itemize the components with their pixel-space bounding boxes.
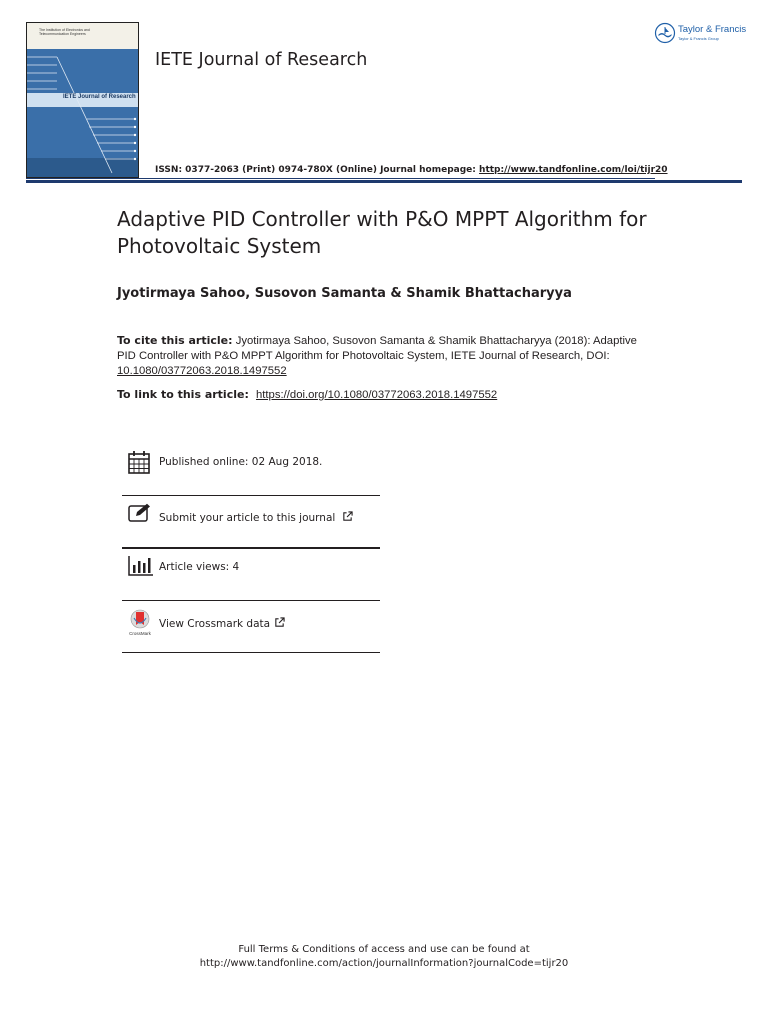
publisher-subtitle: Taylor & Francis Group — [678, 36, 719, 41]
journal-homepage-link[interactable]: http://www.tandfonline.com/loi/tijr20 — [479, 165, 668, 175]
crossmark-label: View Crossmark data — [159, 618, 271, 630]
publisher-logo — [652, 21, 747, 47]
published-online-text: Published online: 02 Aug 2018. — [159, 456, 323, 468]
row-divider — [122, 652, 380, 653]
article-link-label: To link to this article: — [117, 388, 249, 401]
published-online-row — [122, 445, 380, 495]
publisher-logo-icon — [654, 22, 676, 44]
article-authors: Jyotirmaya Sahoo, Susovon Samanta & Shamik Bhattacharyya — [117, 286, 572, 301]
row-divider — [122, 547, 380, 549]
citation-label: To cite this article: — [117, 334, 233, 347]
article-views-row — [122, 550, 380, 600]
cover-org-text: The Institution of Electronics and Telecommunication Engineers — [39, 28, 90, 36]
header-rule — [26, 180, 742, 183]
issn-text: ISSN: 0377-2063 (Print) 0974-780X (Online) Journal homepage: — [155, 165, 476, 175]
footer-terms-text: Full Terms & Conditions of access and use can be found at — [238, 944, 530, 955]
article-doi-url-link[interactable]: https://doi.org/10.1080/03772063.2018.1497552 — [256, 389, 498, 401]
edit-icon — [128, 503, 152, 523]
crossmark-row[interactable] — [122, 603, 380, 653]
footer — [0, 943, 768, 971]
publisher-name: Taylor & Francis — [678, 24, 747, 35]
citation-text: Jyotirmaya Sahoo, Susovon Samanta & Shamik Bhattacharyya (2018): Adaptive PID Controller with P&O MPPT Algorithm for Photovoltaic System, IETE Journal of Research, DOI: — [117, 335, 637, 362]
submit-article-link[interactable] — [159, 511, 353, 524]
crossmark-link[interactable] — [159, 617, 285, 630]
crossmark-caption: CrossMark — [129, 631, 151, 636]
footer-terms-link[interactable]: http://www.tandfonline.com/action/journalInformation?journalCode=tijr20 — [199, 958, 569, 969]
issn-line — [155, 165, 668, 175]
external-link-icon — [274, 617, 285, 628]
article-link-line — [117, 388, 497, 401]
external-link-icon — [342, 511, 353, 522]
submit-article-row[interactable] — [122, 497, 380, 547]
journal-cover-image — [26, 22, 139, 178]
calendar-icon — [128, 450, 150, 474]
bar-chart-icon — [128, 556, 154, 576]
row-divider — [122, 495, 380, 496]
citation-block — [117, 333, 637, 379]
journal-title: IETE Journal of Research — [155, 50, 368, 70]
article-views-text: Article views: 4 — [159, 561, 240, 573]
row-divider — [122, 600, 380, 601]
citation-doi-link[interactable]: 10.1080/03772063.2018.1497552 — [117, 365, 287, 377]
cover-title-text: IETE Journal of Research — [63, 94, 136, 100]
header-rule-thin — [26, 178, 655, 179]
submit-article-label: Submit your article to this journal — [159, 512, 336, 524]
article-title: Adaptive PID Controller with P&O MPPT Algorithm for Photovoltaic System — [117, 207, 647, 258]
